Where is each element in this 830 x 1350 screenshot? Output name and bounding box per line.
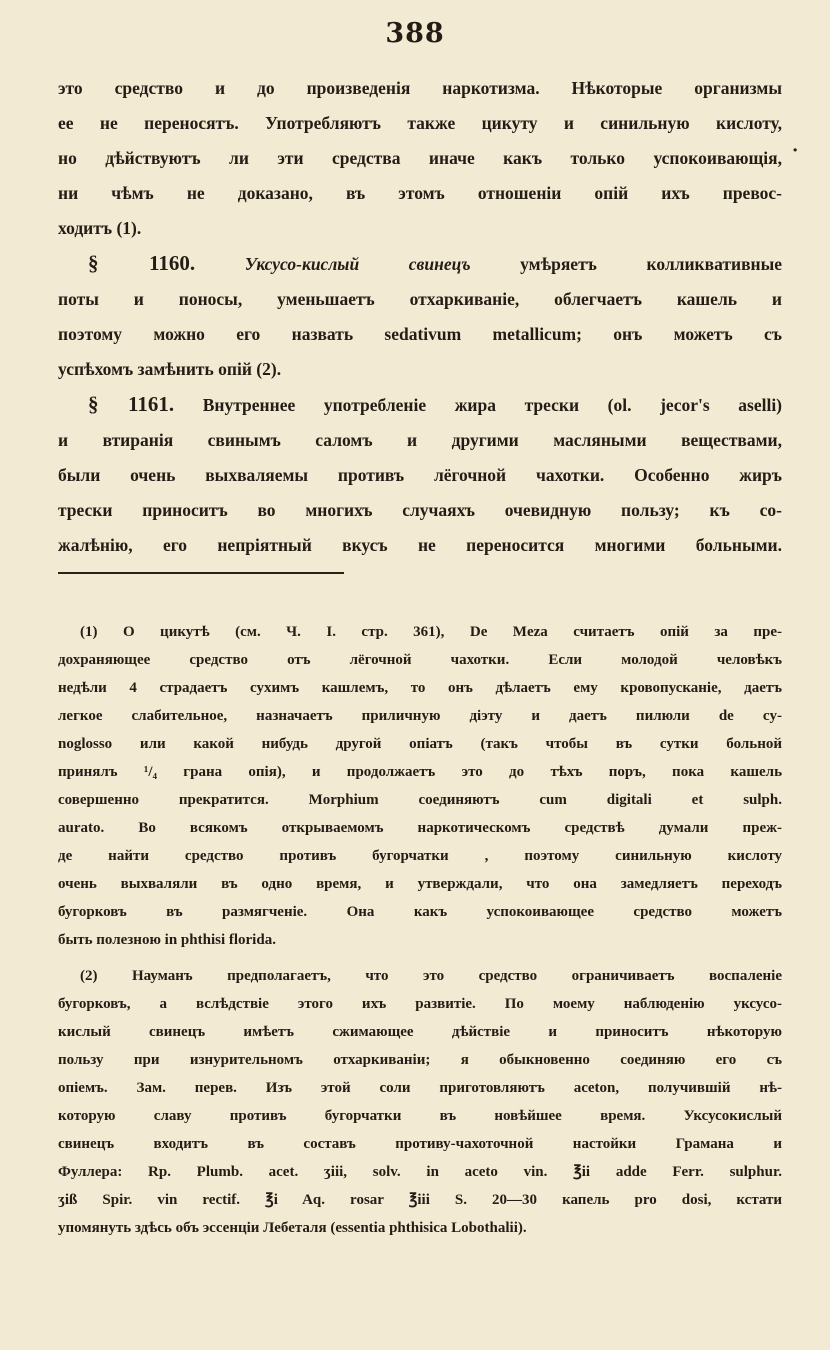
paragraph-1160-start <box>58 246 782 282</box>
text-line: ни чѣмъ не доказано, въ этомъ отношеніи опій ихъ превос- <box>58 183 782 203</box>
footnotes <box>58 618 782 1242</box>
footnote-line: ʒiß Spir. vin rectif. ℥i Aq. rosar ℥iii S. 20—30 капель pro dosi, кстати <box>58 1192 782 1208</box>
footnote-line: принялъ ¹/₄ грана опія), и продолжаетъ это до тѣхъ поръ, пока кашель <box>58 764 782 780</box>
footnote-line: (2) Науманъ предполагаетъ, что это средство ограничиваетъ воспаленіе <box>80 968 782 984</box>
main-text <box>58 71 782 563</box>
text-line: ходитъ (1). <box>58 218 142 238</box>
footnote-line: свинецъ входитъ въ составъ противу-чахоточной настойки Грамана и <box>58 1136 782 1152</box>
margin-speck: · <box>792 140 799 161</box>
footnote-line: которую славу противъ бугорчатки въ новѣйшее время. Уксусокислый <box>58 1108 782 1124</box>
text-fragment: умѣряетъ колликвативные <box>520 254 783 274</box>
footnote-1 <box>58 618 782 954</box>
text-line: поэтому можно его назвать sedativum metallicum; онъ можетъ съ <box>58 324 782 344</box>
footnote-line: пользу при изнурительномъ отхаркиваніи; я обыкновенно соединяю его съ <box>58 1052 782 1068</box>
text-line: и втиранія свинымъ саломъ и другими масляными веществами, <box>58 430 782 450</box>
text-fragment: Внутреннее употребленіе жира трески (ol. jecor's aselli) <box>202 395 783 415</box>
footnote-divider <box>58 572 344 574</box>
text-line: но дѣйствуютъ ли эти средства иначе какъ только успокоивающія, <box>58 148 782 168</box>
footnote-2 <box>58 962 782 1242</box>
text-line: ее не переносятъ. Употребляютъ также цикуту и синильную кислоту, <box>58 113 782 133</box>
footnote-line: бугорковъ въ размягченіе. Она какъ успокоивающее средство можетъ <box>58 904 782 920</box>
footnote-line: быть полезною in phthisi florida. <box>58 932 276 948</box>
footnote-line: кислый свинецъ имѣетъ сжимающее дѣйствіе и приноситъ нѣкоторую <box>58 1024 782 1040</box>
footnote-line: Фуллера: Rp. Plumb. acet. ʒiii, solv. in aceto vin. ℥ii adde Ferr. sulphur. <box>58 1164 782 1180</box>
text-line: поты и поносы, уменьшаетъ отхаркиваніе, облегчаетъ кашель и <box>58 289 782 309</box>
footnote-line: совершенно прекратится. Morphium соединяютъ cum digitali et sulph. <box>58 792 782 808</box>
footnote-line: де найти средство противъ бугорчатки , поэтому синильную кислоту <box>58 848 782 864</box>
footnote-line: легкое слабительное, назначаетъ приличную діэту и даетъ пилюли de cy- <box>58 708 782 724</box>
footnote-line: бугорковъ, а вслѣдствіе этого ихъ развитіе. По моему наблюденію уксусо- <box>58 996 782 1012</box>
paragraph-1161-start <box>58 387 782 423</box>
text-line: жалѣнію, его непріятный вкусъ не переносится многими больными. <box>58 535 782 555</box>
section-number: § 1161. <box>88 392 175 416</box>
page-number: 388 <box>385 18 445 49</box>
footnote-line: упомянуть здѣсь объ эссенціи Лебеталя (essentia phthisica Lobothalii). <box>58 1220 527 1236</box>
footnote-line: aurato. Во всякомъ открываемомъ наркотическомъ средствѣ думали преж- <box>58 820 782 836</box>
footnote-line: noglosso или какой нибудь другой опіатъ (такъ чтобы въ сутки больной <box>58 736 782 752</box>
footnote-line: дохраняющее средство отъ лёгочной чахотки. Если молодой человѣкъ <box>58 652 782 668</box>
footnote-line: (1) О цикутѣ (см. Ч. І. стр. 361), De Meza считаетъ опій за пре- <box>80 624 782 640</box>
text-line: были очень выхваляемы противъ лёгочной чахотки. Особенно жиръ <box>58 465 782 485</box>
footnote-line: опіемъ. Зам. перев. Изъ этой соли приготовляютъ aceton, получившій нѣ- <box>58 1080 782 1096</box>
text-line: успѣхомъ замѣнить опій (2). <box>58 359 282 379</box>
footnote-line: очень выхваляли въ одно время, и утверждали, что она замедляетъ переходъ <box>58 876 782 892</box>
footnote-line: недѣли 4 страдаетъ сухимъ кашлемъ, то онъ дѣлаетъ ему кровопусканіе, даетъ <box>58 680 782 696</box>
text-line: трески приноситъ во многихъ случаяхъ очевидную пользу; къ со- <box>58 500 782 520</box>
text-line: это средство и до произведенія наркотизма. Нѣкоторые организмы <box>58 78 782 98</box>
section-number: § 1160. <box>88 251 196 275</box>
italic-term: Уксусо-кислый свинецъ <box>244 254 471 274</box>
